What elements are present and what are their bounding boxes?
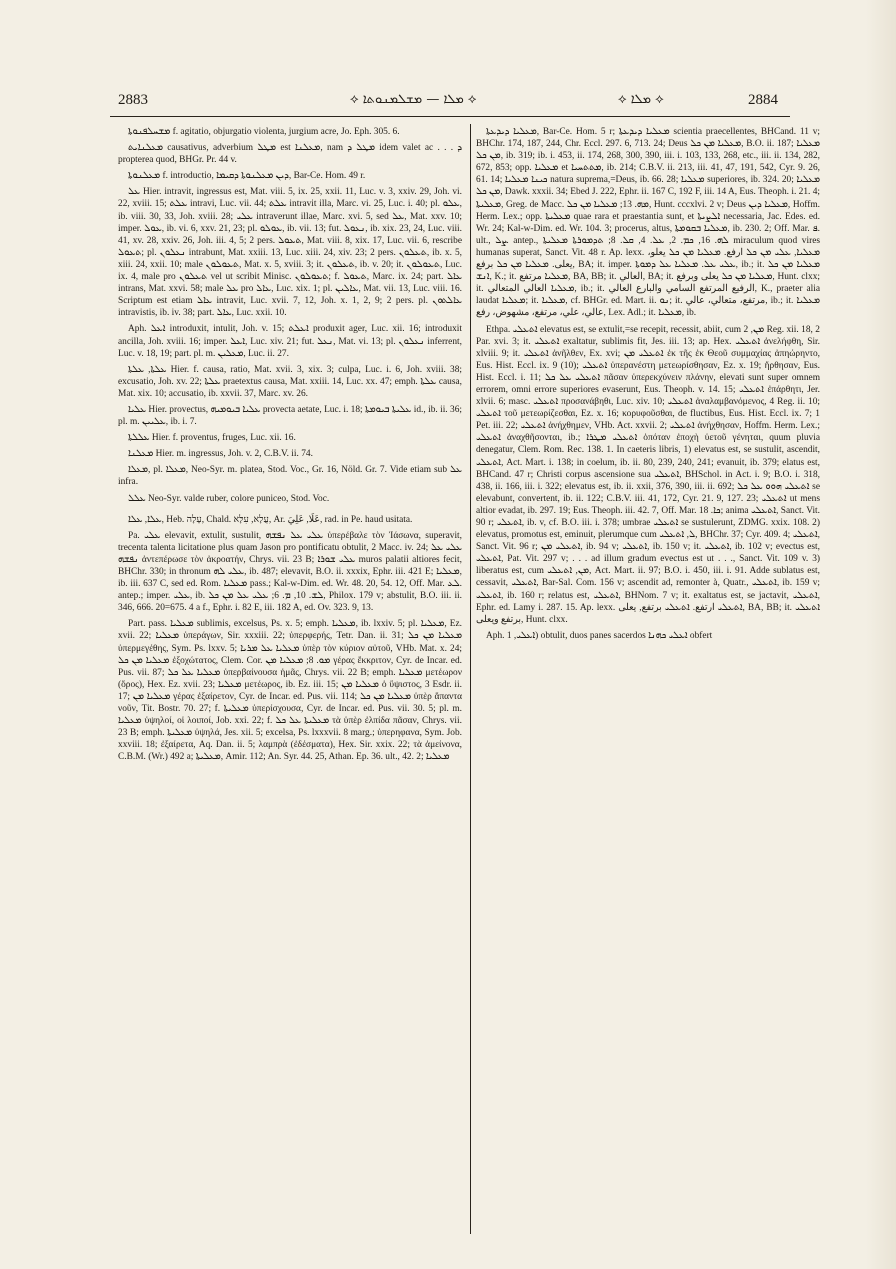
dictionary-entry: ܡܫܚܠܦܢܘܬܐ f. agitatio, objurgatio violenta, jurgium acre, Jo. Eph. 305. 6. (128, 127, 400, 137)
page-edge-shadow (866, 0, 896, 1269)
dictionary-entry: ܡܥܠܢܐ Hier. m. ingressus, Joh. v. 2, C.B.V. ii. 74. (128, 449, 313, 460)
dictionary-entry: ܥܠܐ, ܥܠܐ, Heb. עָלָה, Chald. עֲלָא, עִלָּא, Ar. عَلَا, عَلِيَ, rad. in Pe. haud usitata. (128, 514, 413, 525)
page-header (0, 0, 896, 120)
dictionary-entry: ܥܠܠ Neo-Syr. valde ruber, colore puniceo, Stod. Voc. (128, 493, 330, 504)
dictionary-entry: Part. pass. ܡܥܠܝܐ sublimis, excelsus, Ps. x. 5; emph. ܡܥܠܝܐ, ib. lxxiv. 5; pl. ܡܥܠܝܐ, Ez. xvii. 22; ܡܥܠܝܐ ὑπεράγων, Sir. xxxiii. 22; ὑπερφερής, Tetr. Dan. ii. 31; ܡܥܠܝܐ ܡܢ ܟܠ ὑπερμεγέθης, Sym. Ps. lxxv. 5; ܡܥܠܝܐ ܥܠ ܡܪܝܐ ὑπὲρ τὸν κύριον αὐτοῦ, VHb. Mat. x. 24; ܡܥܠܝܐ ܡܢ ܟܠ ἐξοχώτατος, Clem. Cor. ܡܘ. 8; ܡܥܠܝܐ ܡܢ γέρας ἔκκριτον, Cyr. de Incar. ed. Pus. vii. 87; ܡܥܠܝܐ ܥܠ ܟܠ ὑπερβαίνουσα ἡμᾶς, Chrys. vii. 22 B; emph. ܡܥܠܝܐ μετέωρον (ὄρος), Hex. Ez. xvii. 23; ܡܥܠܝܐ μετέωρος, ib. Ez. iii. 15; ܡܥܠܝܐ ܡܢ ὁ ὕψιστος, 3 Esdr. ii. 17; ܡܥܠܝܐ ܡܢ γέρας ἐξαίρετον, Cyr. de Incar. ed. Pus. vii. 114; ܡܥܠܝܐ ܡܢ ܟܠ ὑπὲρ ἅπαντα νοῦν, Tit. Bostr. 70. 27; f. ܡܥܠܝܬܐ ὑπερίσχουσα, Cyr. de Incar. ed. Pus. vii. 30. 5; pl. m. ܡܥܠܝܐ ὑψηλοί, οἱ λοιποί, Job. xxi. 22; f. ܡܥܠܝܬܐ ܥܠ ܟܠ τὰ ὑπὲρ ἐλπίδα πᾶσαν, Chrys. vii. 23 B; emph. ܡܥܠܝܬܐ ὑψηλά, Jes. xii. 5; excelsa, Ps. lxxxvii. 8 marg.; ὑπερηφανα, Sym. Job. xxviii. 18; ἐξαίρετα, Aq. Dan. ii. 5; λαμπρὰ (ἐδέσματα), Hex. Sir. xxix. 22; τὰ ἀμείνονα, C.B.M. (Wr.) 492 a; ܡܥܠܝܬܐ, Amir. 112; An. Syr. 44. 25, Athan. Ep. 36. ult., 42. 2; ܡܥܠܝܐ (118, 619, 462, 763)
dictionary-entry: ܥܠܝܐ Hier. provectus, ܥܠܝܐ ܒܝܘܡܝܗ provecta aetate, Luc. i. 18; ܥܠܝܬܐ ܒܝܘܡܬܐ id., ib. ii. 36; pl. m. ܥܠܝܝܢ, ib. i. 7. (118, 404, 462, 428)
column-divider (470, 124, 471, 1234)
dictionary-entry: Aph. ܐܥܠܝ, 1) obtulit, duos panes sacerdos ܐܥܠܝ ܟܗܢܐ obfert (486, 630, 713, 641)
dictionary-entry: ܡܥܠܢܐܝܬ causativus, adverbium ܡܛܠ est ܡܥܠܢܐ, nam ܡܛܠ ܕ idem valet ac . . . ܕ propterea quod, BHGr. Pr. 44 v. (118, 143, 462, 166)
dictionary-entry: Aph. ܐܥܠ introduxit, intulit, Joh. v. 15; ܐܥܠܬ produxit ager, Luc. xii. 16; introduxit ancilla, Joh. xviii. 16; imper. ܐܥܠ, Luc. xiv. 21; fut. ܢܥܠ, Mat. vi. 13; pl. ܢܥܠܘܢ inferrent, Luc. v. 18, 19; part. pl. m. ܡܥܠܝܢ, Luc. ii. 27. (118, 324, 462, 359)
dictionary-entry: Pa. ܥܠܝ elevavit, extulit, sustulit, ܥܠܝ ܥܠ ܢܦܫܗ ὑπερέβαλε τὸν Ἰάσωνα, superavit, trecenta talenta licitatione plus quam Jason pro pontificatu obtulit, 2 Macc. iv. 24; ܥܠܝ ܥܠ ܢܦܫܗ ἀντεπέρωσε τὸν ἀκροατήν, Chrys. vii. 23 B; ܥܠܝ ܫܘܪܐ muros palatii altiores fecit, BHChr. 330; in thronum ܥܠܝ ܠܗ, ib. 487; elevavit, B.O. ii. xxxix, Ephr. iii. 421 E; ܡܥܠܝܐ, ib. iii. 637 C, sed ed. Rom. ܡܥܠܝܐ pass.; Kal-w-Dim. ed. Wr. 48. 20, 54. 12, Off. Mar. ܠܥ. antep.; imper. ܥܠܝ, ib. ܠܫ. 10, ܡ. 6; ܥܠܝ ܥܠ ܡܢ ܟܠ, Philox. 179 v; abstulit, B.O. iii. ii. 346, 666. 20=675. 4 a f., Ephr. i. 82 E, iii. 182 A, ed. Ov. 323. 9, 13. (118, 530, 462, 614)
dictionary-entry: ܥܠ Hier. intravit, ingressus est, Mat. viii. 5, ix. 25, xxii. 11, Luc. v. 3, xxiv. 29, Joh. vi. 22, xviii. 15; ܥܠܬ intravi, Luc. vii. 44; ܥܠܬ intravit illa, Marc. vi. 25, Luc. i. 40; pl. ܥܠܘ, ib. viii. 30, 33, Joh. xviii. 28; ܥܠܝ intraverunt illae, Marc. xvi. 5, sed ܥܠ, Mat. xxv. 10; imper. ܥܘܠ, ib. vi. 6, xxv. 21, 23; pl. ܥܘܠܘ, ib. vii. 13; fut. ܢܥܘܠ, ib. xix. 23, 24, Luc. viii. 41, xv. 28, xxiv. 26, Joh. iii. 4, 5; 2 pers. ܬܥܘܠ, Mat. viii. 8, xix. 17, Luc. vii. 6, rescribe ܬܥܘܠ; pl. ܢܥܠܘܢ intrabunt, Mat. xxiii. 13, Luc. xiii. 24, xiv. 23; 2 pers. ܬܥܠܘܢ, ib. x. 5, xiii. 24, xxii. 10; male ܬܥܘܠܘܢ, Mat. x. 5, xviii. 3; it. ܬܥܠܘܢ, ib. v. 20; it. ܬܥܘܠܘܢ, Luc. ix. 4, male pro ܬܥܠܘܢ vel ut scribit Minisc. ܬܥܘܠܘܢ; f. ܬܥܘܠ, Marc. ix. 24; part. ܥܐܠ intrans, Mat. xxvi. 58; male ܥܠ pro ܥܐܠ, Luc. xix. 1; pl. ܥܐܠܝܢ, Mat. vii. 13, Luc. viii. 16. Scriptum est etiam ܥܐܠ intravit, Luc. xvii. 7, 12, Joh. x. 1, 2, 9; 2 pers. pl. ܥܐܠܬܘܢ intravistis, ib. iv. 38; part. ܥܐܠ, Luc. xxii. 10. (118, 187, 462, 319)
dictionary-entry: ܥܠܬܐ, ܥܠܬܐ Hier. f. causa, ratio, Mat. xvii. 3, xix. 3; culpa, Luc. i. 6, Joh. xviii. 38; excusatio, Joh. xv. 22; ܥܠܬܐ praetextus causa, Mat. xxiii. 14, Luc. xx. 47; emph. ܥܠܬܐ causa, Mat. xix. 10; accusatio, ib. xxvii. 37, Marc. xv. 26. (118, 364, 462, 399)
dictionary-entry: ܡܥܠܐ, pl. ܡܥܠܐ, Neo-Syr. m. platea, Stod. Voc., Gr. 16, Nöld. Gr. 7. Vide etiam sub ܥܠ infra. (118, 465, 462, 488)
left-column (118, 126, 462, 1236)
running-head-right: ⟡ ܡܠܐ ⟡ (618, 92, 664, 107)
dictionary-entry: ܡܥܠܝܐ ܕܝܕܥܬܐ, Bar-Ce. Hom. 5 r; ܡܥܠܝܐ ܕܝܕܥܬܐ scientia praecellentes, BHCand. 11 v; BHChr. 174, 187, 244, Chr. Eccl. 297. 6, 713. 24; Deus ܡܥܠܝܐ ܡܢ ܟܠ, B.O. ii. 187; ܡܥܠܝܐ ܡܢ ܟܠ, ib. 319; ib. i. 453, ii. 174, 268, 300, 390, iii. i. 103, 133, 268, etc., iii. ii. 134, 282, 672, 853; opp. ܡܥܠܝܐ et ܡܬܬܚܝܐ, ib. 214; C.B.V. ii. 213, iii. 41, 47, 191, 542, Cyr. 9. 26, 61. 14; ܟܝܢܐ ܡܥܠܝܐ natura suprema,=Deus, ib. 66. 28; ܡܥܠܝܐ superiores, ib. 324. 20; ܡܥܠܝܐ ܡܢ ܟܠ, Dawk. xxxii. 34; Ebed J. 222, Ephr. ii. 167 C, 192 F, iii. 14 A, Eus. Theoph. i. 21. 4; ܡܥܠܝܬܐ, Greg. de Macc. ܡܗ. 13; ܡܥܠܝܐ ܡܢ ܟܠ, Hunt. cccxlvi. 2 v; Deus ܡܥܠܝܐ ܕܝܢ, Hoffm. Herm. Lex.; opp. ܡܥܠܝܬܐ quae rara et praestantia sunt, et ܐܠܨܝܬܐ necessaria, Jac. Edes. ed. Wr. 24; Kal-w-Dim. ed. Wr. 104. 3; procerus, altus, ܡܥܠܝܐ ܒܩܘܡܬܐ, ib. 230. 2; Off. Mar. ܦ. ult., ܨܠ. antep., ܠܗ. 16, ܟܡ. 2, ܥܠ. 4, ܩܠ. 8; ܬܕܡܘܪܬܐ ܡܥܠܝܬܐ miraculum quod vires humanas superat, Sanct. Vit. 48 r. Ap. lexx. ܡܥܠܝܐ, ܥܠܝ ܡܢ ܟܠ ارفع. ܡܥܠܝܐ ܡܢ ܟܠ يعلو، يعلى. ܡܥܠܝܐ ܡܢ ܟܠ برفع, BA; it. imper. ܥܠܝ ܥܠ. ܡܥܠܝܐ ܥܠ ܕܡܘܬܐ, ib.; it. ܡܥܠܝܐ ܡܢ ܟܠ ܐܢܫ, K.; it. ܡܥܠܝܐ مرتفع, BA, BB; it. العالي, BA; it. ܡܥܠܝܐ ܡܢ ܟܠ يعلى وبرفع, Hunt. clxx; it. ܡܥܠܝܐ العالي المتعالي, ib.; it. الرفيع المرتفع السامي والبارع العالي, K., praeter alia laudat ܡܥܠܝܐ; it. ܡܥܠܝܐ, cf. BHGr. ed. Mart. ii. ܢܘ; it. مرتفع، متعالي، عالي, ib.; it. ܡܥܠܝܐ عالي، علي، مرتفع، مشهوض، رفع, Lex. Adl.; it. ܡܥܠܝܐ, ib. (476, 127, 820, 319)
right-column (476, 126, 820, 1236)
page-number-right: 2884 (748, 92, 778, 108)
page-number-left: 2883 (118, 92, 148, 108)
dictionary-entry: Ethpa. ܐܬܥܠܝ elevatus est, se extulit,=se recepit, recessit, abiit, cum ܡܢ, 2 Reg. xii. 18, 2 Par. xvi. 3; it. ܐܬܥܠܝ exaltatur, sublimis fit, Jes. iii. 13; ap. Hex. ܐܬܥܠܝ ἀνελήφθη, Sir. xlviii. 9; it. ܐܬܥܠܝ ἀνῆλθεν, Ex. xvi; ܐܬܥܠܝ ܡܢ ἐκ τῆς ἐκ Θεοῦ συμμαχίας ἀπηώρηντο, Eus. Hist. Eccl. ix. 9 (10); ܐܬܥܠܝ ὑπερανέστη μετεωρίσθησαν, Ez. x. 19; ἤρθησαν, Eus. Hist. Eccl. i. 11; ܐܬܥܠܝ ܥܠ ܟܠ πᾶσαν ὑπερεκχύνειν πλάνην, elevati sunt super omnem errorem, omni errore superiores evaserunt, Eus. Theoph. v. 14. 15; ܐܬܥܠܝ ἐπάρθητι, Jer. xlvii. 6; masc. ܐܬܥܠܝ προσανάβηθι, Luc. xiv. 10; ܐܬܥܠܝ ἀναλαμβανόμενος, 4 Reg. ii. 10; ܐܬܥܠܝ τοῦ μετεωρίζεσθαι, Ez. x. 16; κορυφοῦσθαι, de fluctibus, Eus. Hist. Eccl. ix. 7; 1 Pet. iii. 22; ܐܬܥܠܝ ἀνήχθημεν, VHb. Act. xxvii. 2; ܐܬܥܠܝ ἀνήχθησαν, Hoffm. Herm. Lex.; ܐܬܥܠܝ ἀναχθῆσονται, ib.; ܐܬܥܠܝ ܡܛܪܐ ὁπόταν ἐποχὴ ὑετοῦ γένηται, quum pluvia denegatur, Clem. Rom. Rec. 138. 1. In caeteris libris, 1) elevatus est, se sustulit, ascendit, ܐܬܥܠܝ, Act. Mart. i. 138; in coelum, ib. ii. 80, 239, 240, 241; evanuit, ib. 379; elatus est, BHCand. 47 r; Christi corpus ascensione sua ܐܬܥܠܝ, BHSchol. in Act. i. 9; B.O. i. 318, 438, ii. 166, iii. i. 322; elevatus est, ib. ii. xxii, 376, 390, iii. ii. 692; ܐܬܥܠܝ ܗܘܘ ܥܠ ܟܠ se elevabunt, convertent, ib. ii. 122; C.B.V. iii. 41, 172, Cyr. 21. 9, 127. 23; ܐܬܥܠܝ ut mens altior evadat, ib. 297. 19; Eus. Theoph. iii. 42. 7, Off. Mar. ܟܐ. 18; anima ܐܬܥܠܝ, Sanct. Vit. 90 r; ܐܬܥܠܝ, ib. v, cf. B.O. iii. i. 378; umbrae ܐܬܥܠܝ se sustulerunt, ZDMG. xxix. 108. 2) elevatus, promotus est, eminuit, plerumque cum ܠ, ܐܬܥܠܝ, BHChr. 37; Cyr. 409. 4; ܐܬܥܠܝ, Sanct. Vit. 96 r; ܐܬܥܠܝ ܡܢ, ib. 94 v; ܐܬܥܠܝ, ib. 150 v; it. ܐܬܥܠܝ, ib. 102 v; evectus est, ܐܬܥܠܝ, Pat. Vit. 297 v; . . . ad illum gradum evectus est ut . . ., Sanct. Vit. 109 v. 3) liberatus est, cum ܡܢ, ܐܬܥܠܝ, Act. Mart. ii. 97; B.O. i. 450, iii. i. 91. Adde sublatus est, cessavit, ܐܬܥܠܝ, Bar-Sal. Com. 156 v; ascendit ad, remonter à, Quatr., ܐܬܥܠܝ, ib. 159 v; ܐܬܥܠܝ, ib. 160 r; relatus est, ܐܬܥܠܝ, BHNom. 7 v; it. exaltatus est, se jactavit, ܐܬܥܠܝ, Ephr. ed. Lamy i. 287. 15. Ap. lexx. ܐܬܥܠܝ ارتفع. ܐܬܥܠܝ برتفع, يعلى, BA, BB; it. ܐܬܥܠܝ برتفع ويعلى, Hunt. clxx. (476, 324, 820, 625)
running-head-left: ⟡ ܡܠܐ — ܡܫܠܡܢܘܬܐ ⟡ (350, 92, 477, 107)
dictionary-entry: ܡܥܠܢܘܬܐ f. introductio, ܕܝܢ ܡܥܠܢܘܬܐ ܕܩܝܡܐ, Bar-Ce. Hom. 49 r. (128, 171, 366, 182)
header-rule (110, 116, 790, 117)
dictionary-entry: ܥܠܠܬܐ Hier. f. proventus, fruges, Luc. xii. 16. (128, 433, 296, 444)
